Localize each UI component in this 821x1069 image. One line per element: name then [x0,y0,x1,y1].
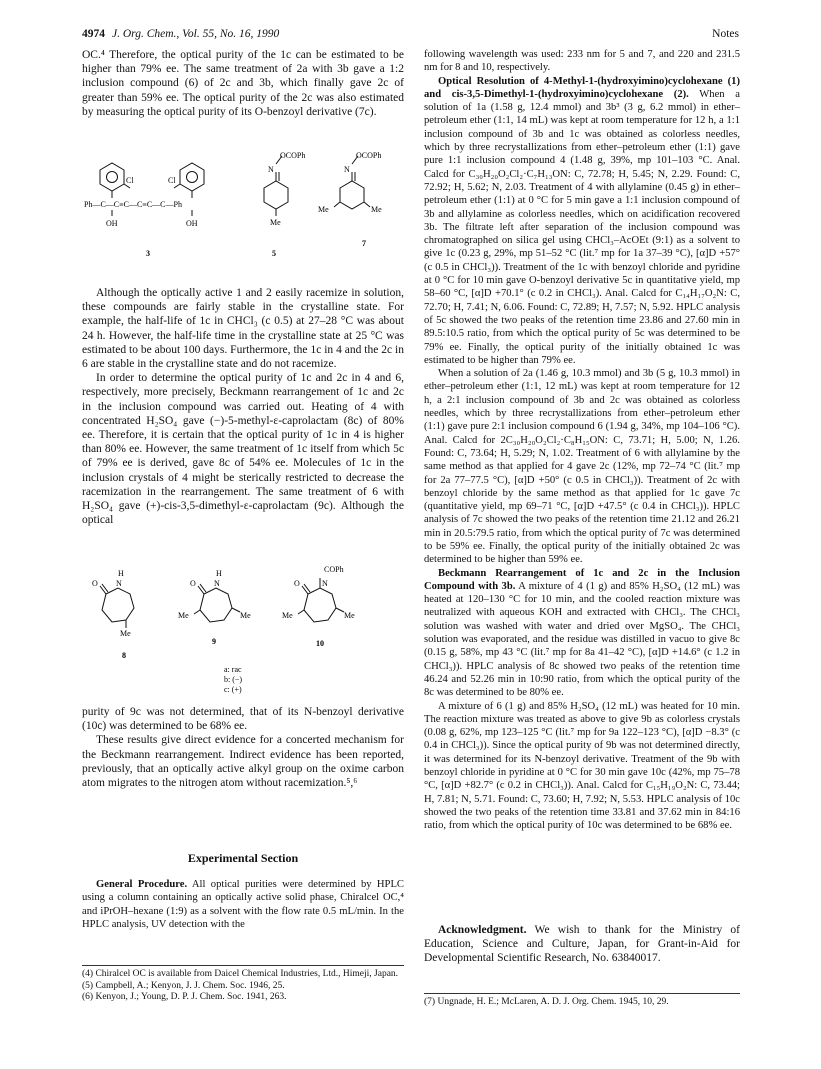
general-procedure [82,878,404,931]
compound-label-10: 10 [316,639,324,648]
compound-label-8: 8 [122,651,126,660]
aromatic-circle-right [187,172,198,183]
section-title-experimental: Experimental Section [187,851,299,865]
ocoph-label-7: OCOPh [356,151,382,160]
footnote-4: (4) Chiralcel OC is available from Daicel Chemical Industries, Ltd., Himeji, Japan. [82,969,399,979]
cyclohexane-ring-5 [264,181,288,209]
nitrogen-label-10: N [322,579,328,588]
general-procedure-text: All optical purities were determined by HPLC using a column containing an optically active solid phase, Chiralcel OC,⁴ and iPrOH–hexane (1:9) as a solvent with the flow rate 0.5 mL/min. In the HPLC analysis, UV detection with the [82,879,404,930]
structures-3-5-7 [82,150,404,272]
heading-beckmann-inclusion: Beckmann Rearrangement of 1c and 2c in the Inclusion Compound with 3b. [424,567,740,592]
footnotes-right [424,997,740,1009]
section-label: Notes [712,28,739,40]
methyl-label-9b: Me [240,611,251,620]
general-procedure-heading: General Procedure. [96,879,188,890]
compound-label-9: 9 [212,637,216,646]
methyl-label-10a: Me [282,611,293,620]
acknowledgment-text: We wish to thank for the Ministry of Education, Science and Culture, Japan, for Grant-in-Aid for Developmental Scientific Research, No. 63840017. [424,924,740,965]
benzene-ring-right [180,163,204,191]
footnotes-left [82,969,404,1004]
oxygen-label-10: O [294,579,300,588]
hydroxyl-label-left: OH [106,219,118,228]
cyclohexane-ring-7 [340,181,364,209]
methyl-label-8: Me [120,629,131,638]
paragraph-resolution-1: When a solution of 1a (1.58 g, 12.4 mmol) and 3b³ (3 g, 6.2 mmol) in ether–petroleum ether (1:1, 14 mL) was kept at room temperature for 12 h, a 1:1 inclusion compound of 3b and 1c was obtained as colorless needles, which by three recrystallizations from ether–petroleum ether (1:1) gave pure 1:1 inclusion compound 4 (1.48 g, 39%, mp 101–103 °C. Anal. Calcd for C₃₀H₂₀O₂Cl₂·C₇H₁₃ON: C, 72.78; H, 5.45; N, 2.29. Found: C, 72.92; H, 5.62; N, 2.03. Treatment of 4 with allylamine (0.45 g) in ether–petroleum ether (1:1) at 0 °C for 5 min gave a 1:1 inclusion compound of 3b and allylamine as colorless needles, which on acidification recovered 3b. The filtrate left after separation of the inclusion compound was chromatographed on silica gel using CHCl₃–AcOEt (9:1) as a solvent to give 1c (0.23 g, 29%, mp 51–52 °C (lit.⁷ mp for 1a 37–39 °C), [α]D +57° (c 0.5 in CHCl₃)). Treatment of the 1c with benzoyl chloride and pyridine at 0 °C for 10 min gave O-benzoyl derivative 5c in quantitative yield, mp 58–60 °C, [α]D +70.1° (c 0.2 in CHCl₃). Anal. Calcd for C₁₄H₁₇O₂N: C, 72.70; H, 7.41; N, 6.06. Found: C, 72.89; H, 7.57; N, 5.92. HPLC analysis of 5c showed the two peaks of the retention time 23.86 and 27.60 min in 89.5:10.5 ratio, from which the optical purity of 5c was determined to be 79% ee. Finally, the optical purity of the initially obtained 1c was estimated to be higher than 79% ee. [424,88,740,366]
legend-plus: c: (+) [224,685,242,694]
paragraph-wavelength: following wavelength was used: 233 nm for 5 and 7, and 220 and 231.5 nm for 8 and 10, respectively. [424,49,740,74]
paragraph-racemization: Although the optically active 1 and 2 easily racemize in solution, these compounds are fairly stable in the crystalline state. For example, the half-life of 1c in CHCl₃ (c 0.5) at 27–28 °C was about 24 h. However, the half-life time in the crystalline state at 25 °C was estimated to be about 100 days. Furthermore, the 1c in 4 and the 2c in 6 are stable in the crystalline state and do not racemize. [82,287,404,371]
nitrogen-label-8: N [116,579,122,588]
journal-citation: J. Org. Chem., Vol. 55, No. 16, 1990 [112,28,280,40]
hydrogen-label-8: H [118,569,124,578]
chlorine-label-right: Cl [168,176,176,185]
benzoyl-label-10: COPh [324,566,344,574]
acknowledgment [424,923,740,966]
chlorine-label-left: Cl [126,176,134,185]
footnote-5: (5) Campbell, A.; Kenyon, J. J. Chem. Soc. 1946, 25. [82,980,285,991]
methyl-label-7a: Me [318,205,329,214]
oxygen-label-9: O [190,579,196,588]
nitrogen-label-7: N [344,165,350,174]
methyl-label-7b: Me [371,205,382,214]
methyl-label-10b: Me [344,611,355,620]
page-number: 4974 [82,28,105,40]
hydroxyl-label-right: OH [186,219,198,228]
legend-rac: a: rac [224,665,242,674]
footnote-rule-right [424,993,740,994]
compound-label-3: 3 [146,249,150,258]
hydrogen-label-9: H [216,569,222,578]
paragraph-beckmann-8c: A mixture of 4 (1 g) and 85% H₂SO₄ (12 mL) was heated at 120–130 °C for 10 min, and the cooled reaction mixture was neutralized with aqueous KOH and extracted with CHCl₃. The CHCl₃ solution was washed with water and dried over MgSO₄. The CHCl₃ solution was evaporated, and the residue was distilled in vacuo to give 8c (0.15 g, 58%, mp 43 °C (lit.⁷ mp for 8a 41–42 °C), [α]D +14.6° (c 1.2 in CHCl₃)). HPLC analysis of 8c showed two peaks of the retention time 46.24 and 52.26 min in 10:90 ratio, from which the optical purity of the 8c was determined to be 80% ee. [424,580,740,699]
structures-8-9-10 [82,566,404,696]
paragraph-mechanism: These results give direct evidence for a concerted mechanism for the Beckmann rearrangement. Indirect evidence has been reported, previously, that an optically active alkyl group on the oxime carbon atom migrates to the nitrogen atom without racemization.⁵,⁶ [82,734,404,790]
lactam-ring-9 [200,588,232,622]
nitrogen-label-9: N [214,579,220,588]
paragraph-intro: OC.⁴ Therefore, the optical purity of the 1c can be estimated to be higher than 79% ee. The same treatment of 2a with 3b gave a 1:2 inclusion compound (6) of 2c and 3b, which finally gave 2c of greater than 59% ee. The optical purity of the 2c was also estimated by measuring the optical purity of its O-benzoyl derivative (7c). [82,49,404,118]
paragraph-beckmann-9b: A mixture of 6 (1 g) and 85% H₂SO₄ (12 mL) was heated for 10 min. The reaction mixture was treated as above to give 9b as colorless crystals (0.08 g, 62%, mp 123–125 °C (lit.⁷ mp for 9a 122–123 °C), [α]D −8.3° (c 0.4 in CHCl₃)). Since the optical purity of 9b was not determined directly, it was determined for its N-benzoyl derivative. Treatment of the 9b with benzoyl chloride in pyridine at 0 °C for 30 min gave 10c (42%, mp 75–78 °C, [α]D +82.7° (c 0.2 in CHCl₃)). Anal. Calcd for C₁₅H₁₉O₂N: C, 73.44; H, 7.81; N, 5.71. Found: C, 73.60; H, 7.92; N, 5.53. HPLC analysis of 10c showed the two peaks of the retention time 33.81 and 37.62 min in 84:16 ratio, from which the optical purity of 10c was determined to be 68% ee. [424,700,740,832]
left-column-top [82,48,404,119]
lactam-ring-10 [304,588,336,622]
methyl-label-5: Me [270,218,281,227]
compound-label-5: 5 [272,249,276,258]
right-column [424,48,740,833]
nitrogen-label-5: N [268,165,274,174]
paragraph-resolution-2: When a solution of 2a (1.46 g, 10.3 mmol) and 3b (5 g, 10.3 mmol) in ether–petroleum ether (1:1, 12 mL) was kept at room temperature for 12 h, a 2:1 inclusion compound of 3b and 2c was obtained as colorless needles, which by three recrystallizations from ether–petroleum ether (1:1) gave pure 2:1 inclusion compound 6 (1.94 g, 34%, mp 104–106 °C). Anal. Calcd for 2C₃₀H₂₀O₂Cl₂·C₈H₁₅ON: C, 73.71; H, 5.00; N, 1.26. Found: C, 73.64; H, 5.29; N, 1.02. Treatment of 6 with allylamine by the same method as that applied for 4 gave 2c (12%, mp 72–74 °C (lit.⁷ mp for 2a 77–77.5 °C), [α]D +50° (c 0.5 in CHCl₃)). Treatment of 2c with benzoyl chloride by the same method as that applied for 1c gave 7c (quantitative yield, mp 69–71 °C, [α]D +47.5° (c 0.4 in CHCl₃)). HPLC analysis of 7c showed the two peaks of the retention time 21.12 and 26.21 min in 20.5:79.5 ratio, from which the optical purity of 7c was determined to be 59% ee. Finally, the optical purity of the initially obtained 2c was determined to be higher than 59% ee. [424,368,740,566]
acknowledgment-heading: Acknowledgment. [438,924,527,936]
footnote-6: (6) Kenyon, J.; Young, D. P. J. Chem. Soc. 1941, 263. [82,992,287,1002]
ocoph-label-5: OCOPh [280,151,306,160]
left-column-lower [82,705,404,790]
heading-optical-resolution: Optical Resolution of 4-Methyl-1-(hydroxyimino)cyclohexane (1) and cis-3,5-Dimethyl-1-(hydroxyimino)cyclohexane (2). [424,75,740,100]
compound-label-7: 7 [362,239,366,248]
aromatic-circle-left [107,172,118,183]
oxygen-label-8: O [92,579,98,588]
footnote-7: (7) Ungnade, H. E.; McLaren, A. D. J. Org. Chem. 1945, 10, 29. [424,997,669,1007]
lactam-ring-8 [102,588,134,622]
footnote-rule-left [82,965,404,966]
paragraph-beckmann: In order to determine the optical purity of 1c and 2c in 4 and 6, respectively, more precisely, Beckmann rearrangement of 1c and 2c in the inclusion compound was carried out. Heating of 4 with concentrated H₂SO₄ gave (−)-5-methyl-ε-caprolactam (8c) of 80% ee. Therefore, it is certain that the optical purity of 1c in 4 is higher than 80% ee. However, the same treatment of 1c itself from which 5c of 79% ee is derived, gave 8c of 54% ee. Molecules of 1c in the inclusion crystals of 4 might be sterically restricted to decrease the racemization in the rearrangement. The same treatment of 6 with H₂SO₄ gave (+)-cis-3,5-dimethyl-ε-caprolactam (9c). Although the optical [82,372,404,527]
left-column-middle [82,286,404,527]
benzene-ring-left [100,163,124,191]
methyl-label-9a: Me [178,611,189,620]
diyne-chain-label: Ph—C—C≡C—C≡C—C—Ph [84,200,182,209]
legend-minus: b: (−) [224,675,243,684]
running-header [82,28,739,44]
paragraph-9c-purity: purity of 9c was not determined, that of its N-benzoyl derivative (10c) was determined to be 68% ee. [82,706,404,733]
